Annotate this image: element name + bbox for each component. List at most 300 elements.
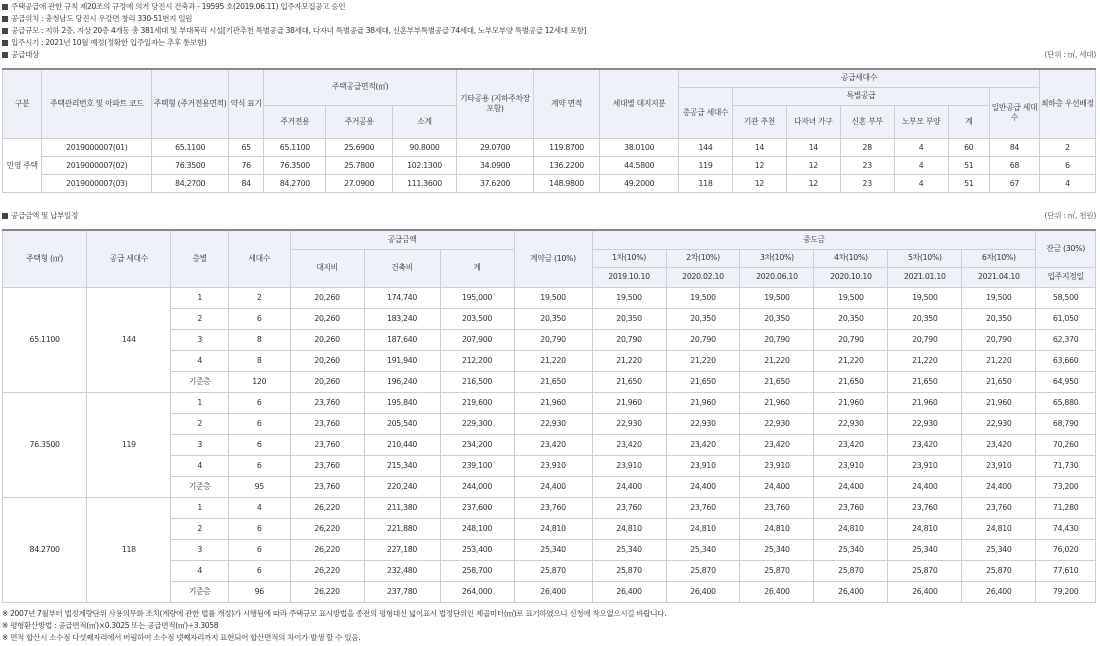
supply-section-title (2, 49, 39, 60)
cell: 23,760 (290, 413, 364, 434)
cell: 25,340 (666, 539, 740, 560)
cell: 25,340 (962, 539, 1036, 560)
table-row (3, 392, 1096, 413)
cell: 8 (228, 329, 290, 350)
cell: 60 (948, 138, 989, 156)
cell: 21,650 (888, 371, 962, 392)
cell: 71,280 (1036, 497, 1096, 518)
cell: 28 (840, 138, 894, 156)
cell-group-type: 84.2700 (3, 497, 87, 602)
cell: 19,500 (514, 287, 592, 308)
cell: 24,400 (514, 476, 592, 497)
cell: 24,400 (666, 476, 740, 497)
cell: 20,350 (888, 308, 962, 329)
cell: 기준층 (171, 581, 229, 602)
cell: 20,260 (290, 371, 364, 392)
cell: 23,420 (514, 434, 592, 455)
cell: 23,760 (514, 497, 592, 518)
cell: 73,200 (1036, 476, 1096, 497)
supply-title-text: 공급대상 (11, 50, 39, 59)
cell: 25.6900 (326, 138, 392, 156)
col-header-mid-1: 1차(10%) (592, 249, 666, 267)
cell: 84 (229, 174, 264, 192)
cell: 118 (679, 174, 733, 192)
cell: 264,000 (440, 581, 514, 602)
cell: 237,600 (440, 497, 514, 518)
cell: 61,050 (1036, 308, 1096, 329)
cell: 232,480 (364, 560, 440, 581)
cell: 120 (228, 371, 290, 392)
cell: 22,930 (962, 413, 1036, 434)
col-header-sp-inst: 기관 추천 (732, 105, 786, 138)
cell: 195,000 (440, 287, 514, 308)
cell: 24,400 (592, 476, 666, 497)
col-header-mid-4: 4차(10%) (814, 249, 888, 267)
cell: 203,500 (440, 308, 514, 329)
cell: 8 (228, 350, 290, 371)
cell: 205,540 (364, 413, 440, 434)
cell: 23,420 (666, 434, 740, 455)
cell: 26,400 (740, 581, 814, 602)
cell: 3 (171, 329, 229, 350)
cell: 70,260 (1036, 434, 1096, 455)
cell: 21,650 (962, 371, 1036, 392)
cell: 195,840 (364, 392, 440, 413)
col-header-land: 대지비 (290, 249, 364, 287)
cell: 20,260 (290, 308, 364, 329)
cell: 20,350 (514, 308, 592, 329)
cell: 187,640 (364, 329, 440, 350)
cell: 24,400 (888, 476, 962, 497)
cell: 23,910 (814, 455, 888, 476)
cell: 23,760 (290, 392, 364, 413)
cell: 26,400 (666, 581, 740, 602)
footnote-rounding: ※ 면적 합산시 소수점 다섯째자리에서 버림하여 소수점 넷째자리까지 표현되어 합산면적의 차이가 발생 할 수 있음. (2, 633, 361, 642)
cell: 20,350 (962, 308, 1036, 329)
cell: 25,870 (514, 560, 592, 581)
cell: 20,790 (888, 329, 962, 350)
cell: 84.2700 (152, 174, 229, 192)
square-bullet-icon (2, 40, 8, 46)
cell: 20,790 (514, 329, 592, 350)
footnotes (2, 608, 666, 644)
cell: 22,930 (592, 413, 666, 434)
cell: 23,420 (962, 434, 1036, 455)
cell: 220,240 (364, 476, 440, 497)
cell: 22,930 (814, 413, 888, 434)
col-header-middle: 중도금 (592, 230, 1036, 249)
cell: 253,400 (440, 539, 514, 560)
cell: 23,760 (888, 497, 962, 518)
cell: 20,790 (740, 329, 814, 350)
cell: 237,780 (364, 581, 440, 602)
cell: 12 (732, 156, 786, 174)
cell: 84.2700 (264, 174, 326, 192)
cell: 26,400 (814, 581, 888, 602)
cell: 20,260 (290, 329, 364, 350)
cell: 26,220 (290, 560, 364, 581)
cell: 96 (228, 581, 290, 602)
col-header-mid-date-6: 2021.04.10 (962, 267, 1036, 287)
cell: 76.3500 (152, 156, 229, 174)
cell: 24,810 (814, 518, 888, 539)
note-line (2, 13, 586, 25)
cell: 211,380 (364, 497, 440, 518)
cell: 136.2200 (533, 156, 599, 174)
col-header-gubun: 구분 (3, 69, 42, 138)
cell: 6 (228, 392, 290, 413)
col-header-sp-elder: 노부모 부양 (894, 105, 948, 138)
cell: 21,220 (514, 350, 592, 371)
cell: 4 (171, 455, 229, 476)
square-bullet-icon (2, 28, 8, 34)
cell: 68,790 (1036, 413, 1096, 434)
cell: 24,810 (740, 518, 814, 539)
cell: 21,960 (592, 392, 666, 413)
cell: 25,870 (814, 560, 888, 581)
table-row (3, 156, 1096, 174)
cell: 25,340 (592, 539, 666, 560)
col-header-mid-date-3: 2020.06.10 (740, 267, 814, 287)
supply-target-table (2, 68, 1096, 193)
table-row (3, 287, 1096, 308)
col-header-mid-2: 2차(10%) (666, 249, 740, 267)
cell: 19,500 (962, 287, 1036, 308)
cell: 19,500 (666, 287, 740, 308)
cell: 64,950 (1036, 371, 1096, 392)
cell: 20,790 (962, 329, 1036, 350)
announcement-notes (2, 1, 586, 49)
cell: 174,740 (364, 287, 440, 308)
cell: 26,220 (290, 581, 364, 602)
cell: 23,420 (740, 434, 814, 455)
note-scale: 공급규모 : 지하 2층, 지상 20층 4개동 총 381세대 및 부대복리 시설[기관추천 특별공급 38세대, 다자녀 특별공급 38세대, 신혼부부특별공급 74세대, 노부모부양 특별공급 12세대 포함] (11, 26, 587, 35)
cell-group-households: 118 (87, 497, 171, 602)
cell: 2 (171, 413, 229, 434)
cell: 21,960 (666, 392, 740, 413)
cell: 14 (786, 138, 840, 156)
cell: 71,730 (1036, 455, 1096, 476)
price-title-text: 공급금액 및 납부일정 (11, 211, 78, 220)
cell: 229,300 (440, 413, 514, 434)
cell: 21,650 (514, 371, 592, 392)
cell: 6 (228, 434, 290, 455)
cell: 24,810 (666, 518, 740, 539)
square-bullet-icon (2, 52, 8, 58)
col-header-sp-sum: 계 (948, 105, 989, 138)
cell: 4 (894, 138, 948, 156)
cell: 20,260 (290, 350, 364, 371)
cell: 6 (228, 413, 290, 434)
cell: 95 (228, 476, 290, 497)
cell: 21,220 (814, 350, 888, 371)
cell: 76.3500 (264, 156, 326, 174)
cell: 221,880 (364, 518, 440, 539)
col-header-mid-date-4: 2020.10.10 (814, 267, 888, 287)
cell: 12 (732, 174, 786, 192)
cell: 24,810 (888, 518, 962, 539)
cell: 23,760 (592, 497, 666, 518)
cell: 65.1100 (152, 138, 229, 156)
cell: 24,810 (962, 518, 1036, 539)
note-move-in: 입주시기 : 2021년 10월 예정(정확한 입주일자는 추후 통보함) (11, 38, 207, 47)
cell: 24,400 (814, 476, 888, 497)
cell: 20,260 (290, 287, 364, 308)
cell: 23,910 (514, 455, 592, 476)
cell: 23,910 (666, 455, 740, 476)
cell: 20,790 (814, 329, 888, 350)
cell-group-type: 76.3500 (3, 392, 87, 497)
col-header-deposit: 계약금 (10%) (514, 230, 592, 287)
cell: 6 (228, 308, 290, 329)
cell: 23,760 (290, 476, 364, 497)
col-header-type: 주택형 (㎡) (3, 230, 87, 287)
cell: 58,500 (1036, 287, 1096, 308)
footnote-conversion: ※ 평형환산방법 : 공급면적(㎡)×0.3025 또는 공급면적(㎡)÷3.3058 (2, 621, 219, 630)
cell: 26,400 (888, 581, 962, 602)
cell: 23 (840, 174, 894, 192)
cell: 21,650 (666, 371, 740, 392)
cell: 24,400 (740, 476, 814, 497)
cell: 23,910 (888, 455, 962, 476)
cell: 3 (171, 539, 229, 560)
col-header-total: 총공급 세대수 (679, 87, 733, 138)
cell: 21,220 (666, 350, 740, 371)
cell: 25,870 (962, 560, 1036, 581)
cell: 4 (171, 350, 229, 371)
cell: 21,650 (740, 371, 814, 392)
cell: 2 (1039, 138, 1095, 156)
cell: 23,760 (290, 455, 364, 476)
cell: 23,910 (592, 455, 666, 476)
cell: 23,420 (888, 434, 962, 455)
cell: 23,420 (814, 434, 888, 455)
cell: 23,760 (290, 434, 364, 455)
col-header-sum: 계 (440, 249, 514, 287)
cell: 21,220 (888, 350, 962, 371)
cell: 25,870 (666, 560, 740, 581)
col-header-mid-date-1: 2019.10.10 (592, 267, 666, 287)
cell: 1 (171, 497, 229, 518)
cell: 1 (171, 392, 229, 413)
table-row (3, 174, 1096, 192)
cell: 148.9800 (533, 174, 599, 192)
cell: 76,020 (1036, 539, 1096, 560)
cell: 12 (786, 156, 840, 174)
cell: 19,500 (740, 287, 814, 308)
cell: 20,790 (666, 329, 740, 350)
cell: 74,430 (1036, 518, 1096, 539)
col-header-area-sub: 소계 (392, 105, 456, 138)
cell: 25,870 (740, 560, 814, 581)
cell: 기준층 (171, 371, 229, 392)
cell: 26,220 (290, 539, 364, 560)
cell: 244,000 (440, 476, 514, 497)
cell: 25,340 (514, 539, 592, 560)
cell: 79,200 (1036, 581, 1096, 602)
cell: 3 (171, 434, 229, 455)
cell: 24,810 (514, 518, 592, 539)
square-bullet-icon (2, 16, 8, 22)
cell: 6 (1039, 156, 1095, 174)
col-header-other: 기타공용 (지하주차장포함) (457, 69, 534, 138)
col-header-count: 세대수 (228, 230, 290, 287)
cell: 207,900 (440, 329, 514, 350)
cell: 25,340 (814, 539, 888, 560)
cell: 34.0900 (457, 156, 534, 174)
col-header-area-common: 주거공용 (326, 105, 392, 138)
cell: 26,220 (290, 497, 364, 518)
cell: 14 (732, 138, 786, 156)
cell: 215,340 (364, 455, 440, 476)
col-header-land: 세대별 대지지분 (600, 69, 679, 138)
cell: 84 (990, 138, 1040, 156)
col-header-mid-date-5: 2021.01.10 (888, 267, 962, 287)
col-header-mid-3: 3차(10%) (740, 249, 814, 267)
cell: 248,100 (440, 518, 514, 539)
cell: 216,500 (440, 371, 514, 392)
cell: 119.8700 (533, 138, 599, 156)
cell: 25,870 (888, 560, 962, 581)
cell: 21,960 (514, 392, 592, 413)
col-header-price: 공급금액 (290, 230, 514, 249)
cell: 258,700 (440, 560, 514, 581)
cell: 102.1300 (392, 156, 456, 174)
cell: 21,220 (962, 350, 1036, 371)
cell: 234,200 (440, 434, 514, 455)
col-header-floor: 층별 (171, 230, 229, 287)
cell: 2 (171, 308, 229, 329)
col-header-general: 일반공급 세대수 (990, 87, 1040, 138)
cell: 219,600 (440, 392, 514, 413)
cell: 111.3600 (392, 174, 456, 192)
cell: 212,200 (440, 350, 514, 371)
table-row (3, 497, 1096, 518)
cell: 26,400 (514, 581, 592, 602)
cell: 22,930 (514, 413, 592, 434)
cell: 183,240 (364, 308, 440, 329)
cell: 23,760 (962, 497, 1036, 518)
cell: 23,760 (814, 497, 888, 518)
col-header-balance: 잔금 (30%) (1036, 230, 1096, 267)
cell: 20,350 (666, 308, 740, 329)
cell: 62,370 (1036, 329, 1096, 350)
col-header-short: 약식 표기 (229, 69, 264, 138)
cell: 76 (229, 156, 264, 174)
cell: 25,340 (888, 539, 962, 560)
supply-unit-label: (단위 : ㎡, 세대) (1044, 50, 1096, 59)
cell: 20,350 (740, 308, 814, 329)
cell: 25.7800 (326, 156, 392, 174)
square-bullet-icon (2, 4, 8, 10)
cell: 191,940 (364, 350, 440, 371)
cell: 23,760 (740, 497, 814, 518)
cell: 19,500 (814, 287, 888, 308)
table-row (3, 138, 1096, 156)
col-header-area: 주택공급면적(㎡) (264, 69, 457, 105)
cell: 65,880 (1036, 392, 1096, 413)
cell: 65 (229, 138, 264, 156)
cell: 67 (990, 174, 1040, 192)
cell: 77,610 (1036, 560, 1096, 581)
cell: 21,960 (740, 392, 814, 413)
footnote-unit: ※ 2007년 7월부터 법정계량단위 사용의무화 조치(계량에 관한 법률 개정)가 시행됨에 따라 주택규모 표시방법을 종전의 평형대신 넓이표시 법정단위인 제곱미터(㎡)로 표기하였으니 신청에 착오없으시길 바랍니다. (2, 609, 667, 618)
cell: 22,930 (740, 413, 814, 434)
cell: 51 (948, 156, 989, 174)
cell: 4 (171, 560, 229, 581)
cell: 51 (948, 174, 989, 192)
price-table-body (3, 287, 1096, 602)
cell-gubun: 민영 주택 (3, 138, 42, 192)
cell: 27.0900 (326, 174, 392, 192)
cell: 23,420 (592, 434, 666, 455)
cell: 6 (228, 539, 290, 560)
cell: 37.6200 (457, 174, 534, 192)
note-approval: 주택공급에 관한 규칙 제20조의 규정에 의거 당진시 건축과 - 19595 호(2019.06.11) 입주자모집공고 승인 (11, 2, 346, 11)
cell: 23,910 (740, 455, 814, 476)
cell: 196,240 (364, 371, 440, 392)
col-header-sp-newly: 신혼 부부 (840, 105, 894, 138)
cell: 65.1100 (264, 138, 326, 156)
col-header-special: 특별공급 (732, 87, 989, 105)
cell: 210,440 (364, 434, 440, 455)
cell-group-type: 65.1100 (3, 287, 87, 392)
cell: 24,810 (592, 518, 666, 539)
col-header-mid-5: 5차(10%) (888, 249, 962, 267)
cell: 21,220 (740, 350, 814, 371)
cell: 23 (840, 156, 894, 174)
note-location: 공급위치 : 충청남도 당진시 우강면 창리 330-51번지 일원 (11, 14, 193, 23)
price-section-title (2, 210, 78, 221)
cell: 26,400 (962, 581, 1036, 602)
col-header-households: 공급 세대수 (87, 230, 171, 287)
cell: 19,500 (888, 287, 962, 308)
col-header-priority: 최하층 우선배정 (1039, 69, 1095, 138)
cell: 144 (679, 138, 733, 156)
cell: 20,790 (592, 329, 666, 350)
col-header-mid-date-2: 2020.02.10 (666, 267, 740, 287)
cell: 4 (228, 497, 290, 518)
cell: 38.0100 (600, 138, 679, 156)
cell: 21,650 (814, 371, 888, 392)
cell: 23,910 (962, 455, 1036, 476)
cell: 63,660 (1036, 350, 1096, 371)
cell: 22,930 (888, 413, 962, 434)
price-unit-label: (단위 : ㎡, 천원) (1044, 211, 1096, 220)
cell-group-households: 119 (87, 392, 171, 497)
cell: 2019000007(02) (42, 156, 152, 174)
cell: 20,350 (814, 308, 888, 329)
col-header-code: 주택관리번호 및 아파트 코드 (42, 69, 152, 138)
cell: 19,500 (592, 287, 666, 308)
cell: 227,180 (364, 539, 440, 560)
cell: 90.8000 (392, 138, 456, 156)
col-header-mid-6: 6차(10%) (962, 249, 1036, 267)
cell: 119 (679, 156, 733, 174)
cell: 기준층 (171, 476, 229, 497)
cell: 6 (228, 455, 290, 476)
note-line (2, 25, 586, 37)
cell: 6 (228, 560, 290, 581)
cell: 2019000007(03) (42, 174, 152, 192)
cell: 21,220 (592, 350, 666, 371)
cell: 24,400 (962, 476, 1036, 497)
cell: 1 (171, 287, 229, 308)
col-header-build: 건축비 (364, 249, 440, 287)
cell: 26,400 (592, 581, 666, 602)
note-line (2, 1, 586, 13)
cell: 2019000007(01) (42, 138, 152, 156)
